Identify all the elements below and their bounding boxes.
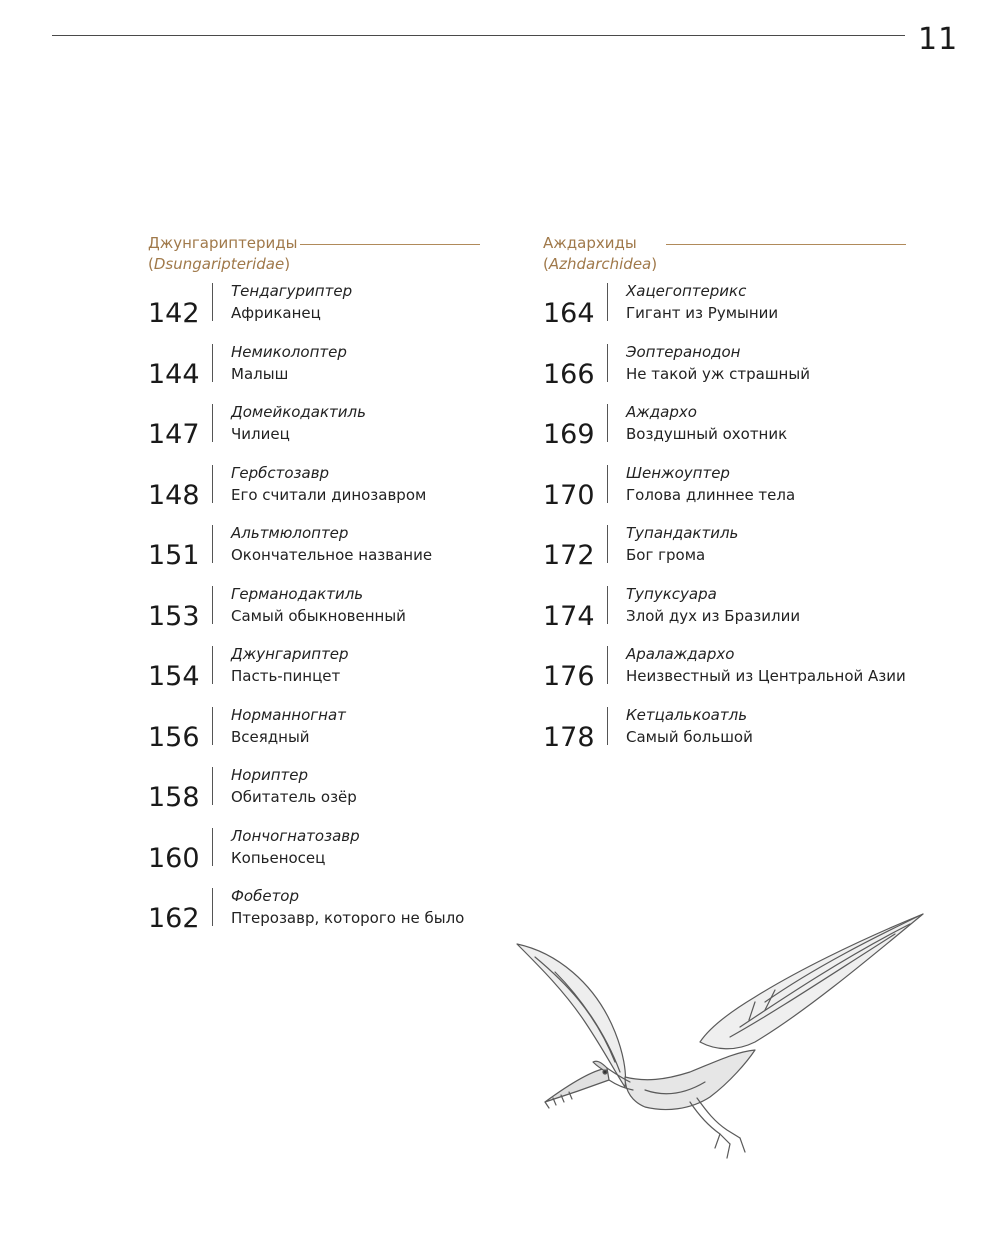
species-name: Тендагуриптер xyxy=(231,282,353,300)
toc-entry xyxy=(148,584,518,645)
page-ref: 151 xyxy=(148,540,200,571)
toc-entry xyxy=(148,281,518,342)
entry-list xyxy=(543,281,913,765)
page-ref: 153 xyxy=(148,600,200,632)
toc-entry xyxy=(543,342,913,403)
toc-entry xyxy=(543,584,913,645)
toc-entry xyxy=(148,886,518,947)
toc-entry xyxy=(543,644,913,705)
page-ref: 170 xyxy=(543,479,595,511)
left-column xyxy=(148,233,518,947)
entry-subtitle: Не такой уж страшный xyxy=(626,364,810,383)
species-name: Хацегоптерикс xyxy=(626,282,747,300)
page-ref: 147 xyxy=(148,419,200,450)
page-ref: 144 xyxy=(148,358,200,390)
species-name: Аждархо xyxy=(626,403,697,421)
entry-subtitle: Всеядный xyxy=(231,727,310,746)
entry-divider xyxy=(607,707,608,745)
entry-subtitle: Бог грома xyxy=(626,546,706,564)
entry-subtitle: Злой дух из Бразилии xyxy=(626,606,801,625)
entry-subtitle: Птерозавр, которого не было xyxy=(231,909,465,927)
entry-divider xyxy=(212,344,213,382)
entry-subtitle: Пасть-пинцет xyxy=(231,667,341,685)
section-header xyxy=(148,233,518,281)
right-column xyxy=(543,233,913,765)
species-name: Аралаждархо xyxy=(626,645,735,663)
entry-subtitle: Голова длиннее тела xyxy=(626,485,796,504)
page-ref: 174 xyxy=(543,600,595,632)
page-ref: 160 xyxy=(148,842,200,874)
toc-entry xyxy=(148,342,518,403)
species-name: Альтмюлоптер xyxy=(231,524,349,542)
entry-divider xyxy=(212,767,213,805)
species-name: Нориптер xyxy=(231,766,309,784)
species-name: Тупандактиль xyxy=(626,524,739,542)
entry-subtitle: Малыш xyxy=(231,364,289,383)
section-rule xyxy=(300,244,480,245)
toc-entry xyxy=(543,281,913,342)
species-name: Домейкодактиль xyxy=(231,403,366,421)
page-ref: 162 xyxy=(148,903,200,934)
entry-divider xyxy=(607,586,608,624)
page-ref: 178 xyxy=(543,721,595,753)
toc-entry xyxy=(148,705,518,766)
toc-entry xyxy=(543,523,913,584)
species-name: Эоптеранодон xyxy=(626,342,741,361)
section-latin: (Dsungaripteridae) xyxy=(148,255,291,273)
section-latin: (Azhdarchidea) xyxy=(543,255,658,273)
entry-divider xyxy=(212,283,213,321)
species-name: Фобетор xyxy=(231,887,300,905)
entry-list xyxy=(148,281,518,947)
entry-divider xyxy=(607,465,608,503)
species-name: Кетцалькоатль xyxy=(626,705,748,724)
entry-subtitle: Неизвестный из Центральной Азии xyxy=(626,667,906,685)
entry-subtitle: Обитатель озёр xyxy=(231,788,357,806)
section-rule xyxy=(666,244,906,245)
toc-entry xyxy=(543,402,913,463)
toc-entry xyxy=(148,765,518,826)
species-name: Лончогнатозавр xyxy=(231,826,360,845)
pterosaur-drawing-icon xyxy=(515,912,925,1172)
species-name: Шенжоуптер xyxy=(626,463,730,482)
entry-subtitle: Африканец xyxy=(231,304,321,322)
page-ref: 148 xyxy=(148,479,200,511)
entry-divider xyxy=(607,283,608,321)
entry-subtitle: Его считали динозавром xyxy=(231,485,427,504)
entry-divider xyxy=(607,344,608,382)
entry-divider xyxy=(212,707,213,745)
entry-divider xyxy=(607,525,608,563)
page-ref: 169 xyxy=(543,419,595,450)
page-ref: 166 xyxy=(543,358,595,390)
entry-divider xyxy=(212,525,213,563)
page-ref: 172 xyxy=(543,540,595,571)
entry-divider xyxy=(212,828,213,866)
section-title: Аждархиды xyxy=(543,234,637,252)
entry-divider xyxy=(212,404,213,442)
page-number: 11 xyxy=(918,22,959,57)
species-name: Тупуксуара xyxy=(626,584,717,603)
entry-divider xyxy=(212,465,213,503)
entry-subtitle: Копьеносец xyxy=(231,848,326,867)
entry-divider xyxy=(212,586,213,624)
entry-subtitle: Чилиец xyxy=(231,425,290,443)
entry-divider xyxy=(607,646,608,684)
page-ref: 154 xyxy=(148,661,200,692)
toc-entry xyxy=(148,644,518,705)
toc-entry xyxy=(148,523,518,584)
species-name: Джунгариптер xyxy=(231,645,349,663)
page-ref: 158 xyxy=(148,782,200,813)
species-name: Гербстозавр xyxy=(231,463,330,482)
entry-subtitle: Гигант из Румынии xyxy=(626,304,779,322)
toc-entry xyxy=(148,402,518,463)
toc-entry xyxy=(543,463,913,524)
entry-divider xyxy=(212,888,213,926)
species-name: Немиколоптер xyxy=(231,342,347,361)
header-rule xyxy=(52,35,905,36)
entry-divider xyxy=(607,404,608,442)
toc-entry xyxy=(148,463,518,524)
entry-subtitle: Самый большой xyxy=(626,727,753,746)
toc-entry xyxy=(543,705,913,766)
entry-subtitle: Окончательное название xyxy=(231,546,433,564)
entry-subtitle: Самый обыкновенный xyxy=(231,606,406,625)
species-name: Германодактиль xyxy=(231,584,364,603)
page-ref: 156 xyxy=(148,721,200,753)
toc-entry xyxy=(148,826,518,887)
section-title: Джунгариптериды xyxy=(148,234,298,252)
page-ref: 176 xyxy=(543,661,595,692)
entry-subtitle: Воздушный охотник xyxy=(626,425,788,443)
page-ref: 142 xyxy=(148,298,200,329)
species-name: Норманногнат xyxy=(231,705,346,724)
page-ref: 164 xyxy=(543,298,595,329)
section-header xyxy=(543,233,913,281)
entry-divider xyxy=(212,646,213,684)
